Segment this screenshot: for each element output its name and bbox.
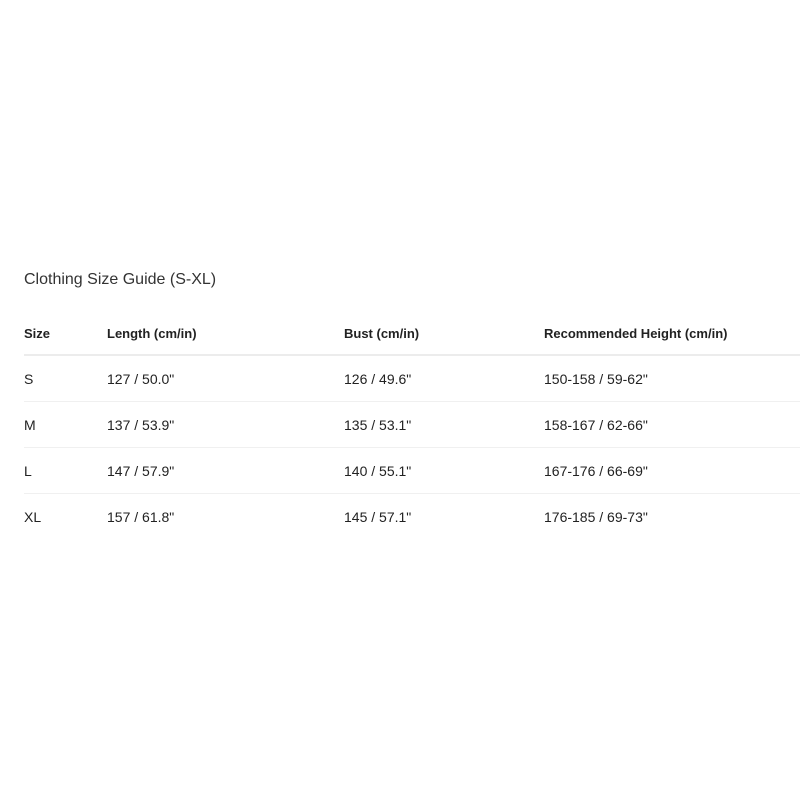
table-row: [24, 402, 800, 448]
cell-size: M: [24, 402, 107, 448]
table-header-row: [24, 312, 800, 355]
column-header-size: Size: [24, 312, 107, 355]
cell-bust: 140 / 55.1": [344, 448, 544, 494]
size-guide-title: Clothing Size Guide (S-XL): [24, 271, 217, 288]
table-row: [24, 355, 800, 402]
cell-bust: 135 / 53.1": [344, 402, 544, 448]
cell-length: 147 / 57.9": [107, 448, 344, 494]
cell-height: 150-158 / 59-62": [544, 355, 800, 402]
cell-height: 167-176 / 66-69": [544, 448, 800, 494]
cell-height: 158-167 / 62-66": [544, 402, 800, 448]
cell-size: S: [24, 355, 107, 402]
cell-length: 137 / 53.9": [107, 402, 344, 448]
cell-length: 157 / 61.8": [107, 508, 175, 525]
cell-size: L: [24, 448, 107, 494]
cell-bust: 126 / 49.6": [344, 355, 544, 402]
table-row: [24, 448, 800, 494]
column-header-length: Length (cm/in): [107, 312, 344, 355]
size-guide: [24, 268, 800, 539]
table-row: [24, 494, 800, 540]
cell-length: 127 / 50.0": [107, 355, 344, 402]
column-header-height: Recommended Height (cm/in): [544, 312, 800, 355]
cell-bust: 145 / 57.1": [344, 508, 412, 525]
cell-size: XL: [24, 508, 42, 525]
column-header-bust: Bust (cm/in): [344, 312, 544, 355]
cell-height: 176-185 / 69-73": [544, 508, 648, 525]
size-table: [24, 312, 800, 539]
